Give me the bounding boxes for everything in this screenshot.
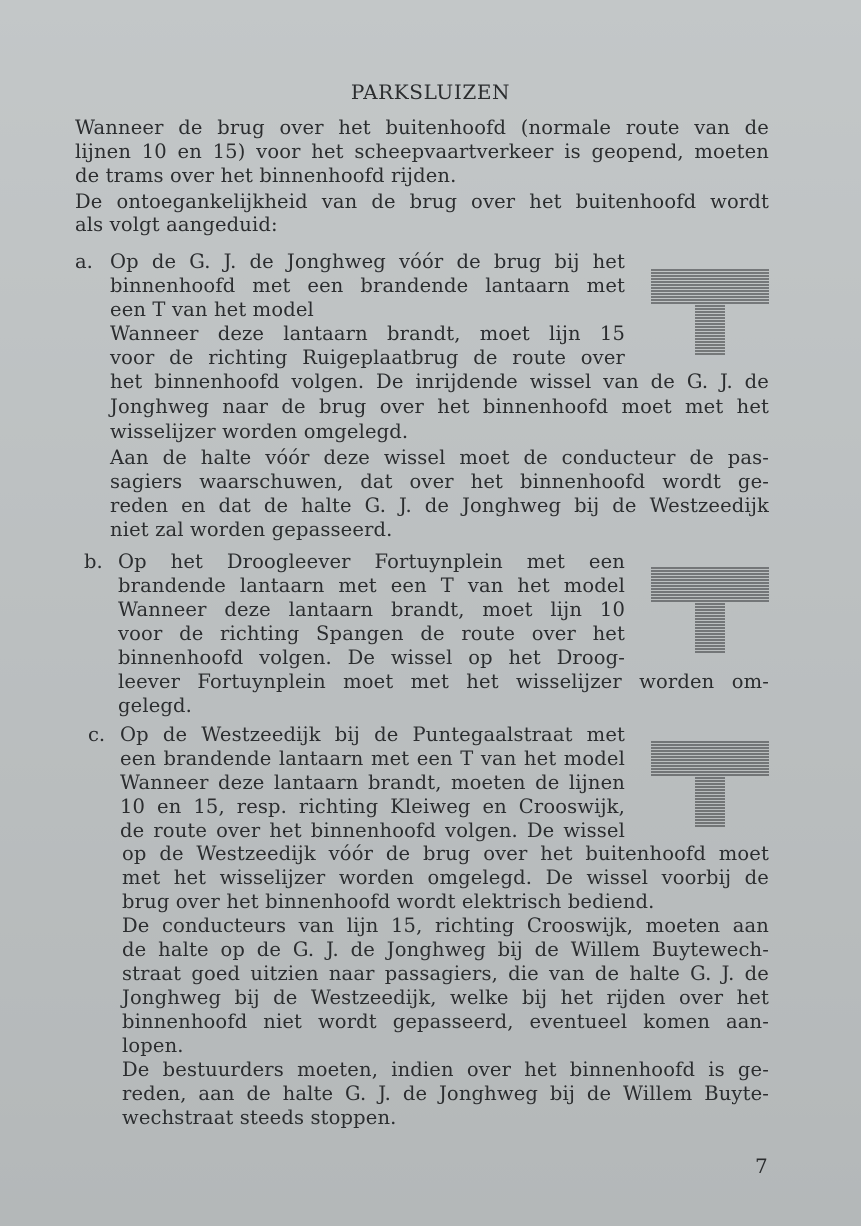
- item-b-line: gelegd.: [118, 694, 193, 717]
- item-b-line: binnenhoofd volgen. De wissel op het Droog-: [118, 646, 625, 669]
- item-a-marker: a.: [75, 250, 93, 273]
- item-a-line: een T van het model: [110, 298, 314, 321]
- t-lamp-icon: [651, 566, 771, 658]
- item-a-line: binnenhoofd met een brandende lantaarn met: [110, 274, 625, 297]
- item-c-line: Wanneer deze lantaarn brandt, moeten de lijnen: [120, 771, 625, 794]
- item-c-line: De bestuurders moeten, indien over het binnenhoofd is ge-: [122, 1058, 769, 1081]
- item-c-line: 10 en 15, resp. richting Kleiweg en Crooswijk,: [120, 795, 625, 818]
- item-c-line: Op de Westzeedijk bij de Puntegaalstraat met: [120, 723, 625, 746]
- item-a-line: niet zal worden gepasseerd.: [110, 518, 393, 541]
- item-a-line: Jonghweg naar de brug over het binnenhoofd moet met het: [110, 395, 769, 418]
- item-b-line: voor de richting Spangen de route over het: [118, 622, 625, 645]
- item-a-line: het binnenhoofd volgen. De inrijdende wissel van de G. J. de: [110, 370, 769, 393]
- item-c-line: op de Westzeedijk vóór de brug over het buitenhoofd moet: [122, 842, 769, 865]
- intro-line: als volgt aangeduid:: [75, 213, 278, 236]
- item-a-line: voor de richting Ruigeplaatbrug de route over: [110, 346, 625, 369]
- item-c-line: de route over het binnenhoofd volgen. De wissel: [120, 819, 625, 842]
- item-c-marker: c.: [88, 723, 106, 746]
- item-a-line: sagiers waarschuwen, dat over het binnenhoofd wordt ge-: [110, 470, 769, 493]
- item-c-line: De conducteurs van lijn 15, richting Crooswijk, moeten aan: [122, 914, 769, 937]
- t-lamp-icon: [651, 268, 771, 360]
- intro-line: De ontoegankelijkheid van de brug over het buitenhoofd wordt: [75, 190, 769, 213]
- item-a-line: Op de G. J. de Jonghweg vóór de brug bij het: [110, 250, 625, 273]
- item-a-line: Aan de halte vóór deze wissel moet de conducteur de pas-: [110, 446, 769, 469]
- page-number: 7: [755, 1154, 768, 1178]
- item-a-line: reden en dat de halte G. J. de Jonghweg bij de Westzeedijk: [110, 494, 769, 517]
- item-c-line: binnenhoofd niet wordt gepasseerd, eventueel komen aan-: [122, 1010, 769, 1033]
- item-c-line: lopen.: [122, 1034, 184, 1057]
- t-lamp-icon: [651, 740, 771, 832]
- item-b-line: brandende lantaarn met een T van het model: [118, 574, 625, 597]
- item-c-line: een brandende lantaarn met een T van het model: [120, 747, 625, 770]
- item-b-line: leever Fortuynplein moet met het wisselijzer worden om-: [118, 670, 769, 693]
- page-title: PARKSLUIZEN: [350, 80, 511, 104]
- item-c-line: reden, aan de halte G. J. de Jonghweg bij de Willem Buyte-: [122, 1082, 769, 1105]
- item-b-marker: b.: [84, 550, 103, 573]
- item-c-line: de halte op de G. J. de Jonghweg bij de Willem Buytewech-: [122, 938, 769, 961]
- item-a-line: Wanneer deze lantaarn brandt, moet lijn 15: [110, 322, 625, 345]
- item-b-line: Op het Droogleever Fortuynplein met een: [118, 550, 625, 573]
- item-a-line: wisselijzer worden omgelegd.: [110, 420, 409, 443]
- item-c-line: straat goed uitzien naar passagiers, die van de halte G. J. de: [122, 962, 769, 985]
- intro-line: lijnen 10 en 15) voor het scheepvaartverkeer is geopend, moeten: [75, 140, 769, 163]
- intro-line: de trams over het binnenhoofd rijden.: [75, 164, 457, 187]
- item-c-line: wechstraat steeds stoppen.: [122, 1106, 397, 1129]
- item-c-line: met het wisselijzer worden omgelegd. De wissel voorbij de: [122, 866, 769, 889]
- item-c-line: brug over het binnenhoofd wordt elektrisch bediend.: [122, 890, 655, 913]
- item-b-line: Wanneer deze lantaarn brandt, moet lijn 10: [118, 598, 625, 621]
- intro-line: Wanneer de brug over het buitenhoofd (normale route van de: [75, 116, 769, 139]
- item-c-line: Jonghweg bij de Westzeedijk, welke bij het rijden over het: [122, 986, 769, 1009]
